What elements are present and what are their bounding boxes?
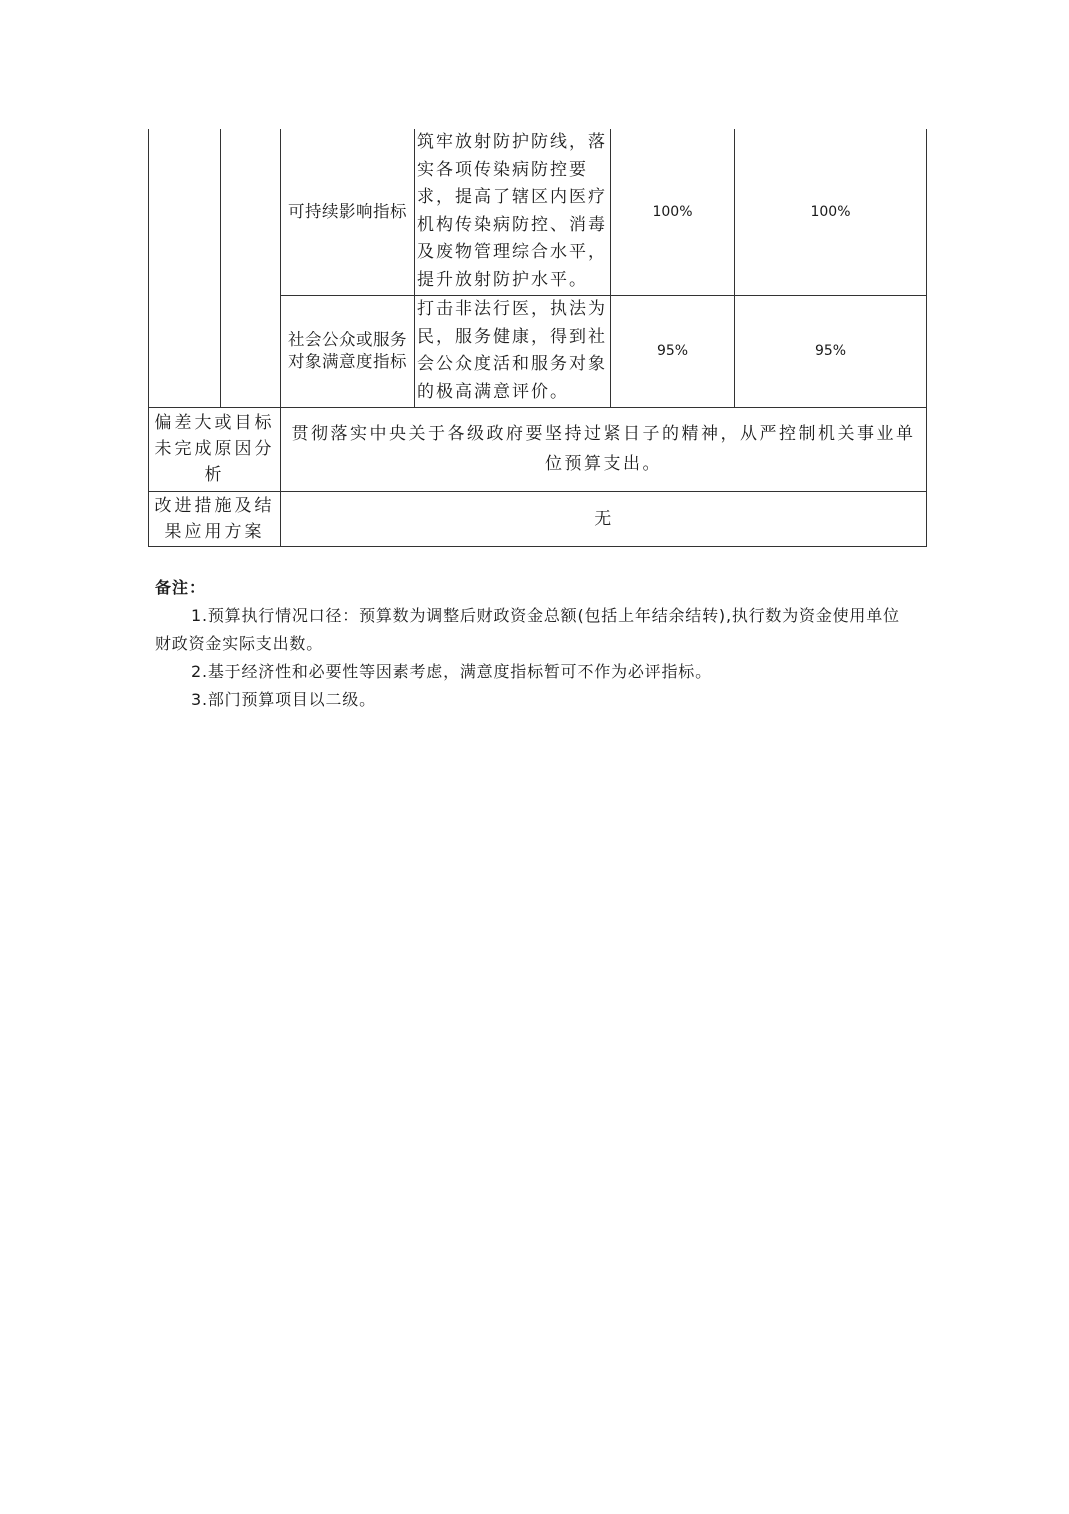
note-item: 3.部门预算项目以二级。 (191, 690, 376, 709)
indicator-name-cell: 可持续影响指标 (281, 129, 415, 295)
performance-table (148, 129, 927, 547)
indicator-description-cell: 筑牢放射防护防线，落实各项传染病防控要求，提高了辖区内医疗机构传染病防控、消毒及废物管理综合水平，提升放射防护水平。 (415, 129, 611, 295)
deviation-text-cell: 贯彻落实中央关于各级政府要坚持过紧日子的精神，从严控制机关事业单位预算支出。 (281, 407, 927, 491)
performance-table-container (148, 129, 926, 547)
table-row (149, 129, 927, 295)
improvement-label-cell: 改进措施及结果应用方案 (149, 491, 281, 546)
note-item: 1.预算执行情况口径：预算数为调整后财政资金总额(包括上年结余结转),执行数为资金使用单位财政资金实际支出数。 (155, 606, 900, 653)
deviation-label-cell: 偏差大或目标未完成原因分析 (149, 407, 281, 491)
target-value-cell: 100% (611, 129, 735, 295)
actual-value-cell: 95% (735, 295, 927, 407)
improvement-text-cell: 无 (281, 491, 927, 546)
actual-value-cell: 100% (735, 129, 927, 295)
subcategory-merged-cell (221, 129, 281, 407)
table-row (149, 491, 927, 546)
table-row (149, 407, 927, 491)
note-item: 2.基于经济性和必要性等因素考虑，满意度指标暂可不作为必评指标。 (191, 662, 712, 681)
notes-title: 备注： (155, 578, 207, 597)
indicator-name-cell: 社会公众或服务对象满意度指标 (281, 295, 415, 407)
category-merged-cell (149, 129, 221, 407)
notes-section (155, 574, 900, 714)
target-value-cell: 95% (611, 295, 735, 407)
indicator-description-cell: 打击非法行医，执法为民，服务健康，得到社会公众度活和服务对象的极高满意评价。 (415, 295, 611, 407)
